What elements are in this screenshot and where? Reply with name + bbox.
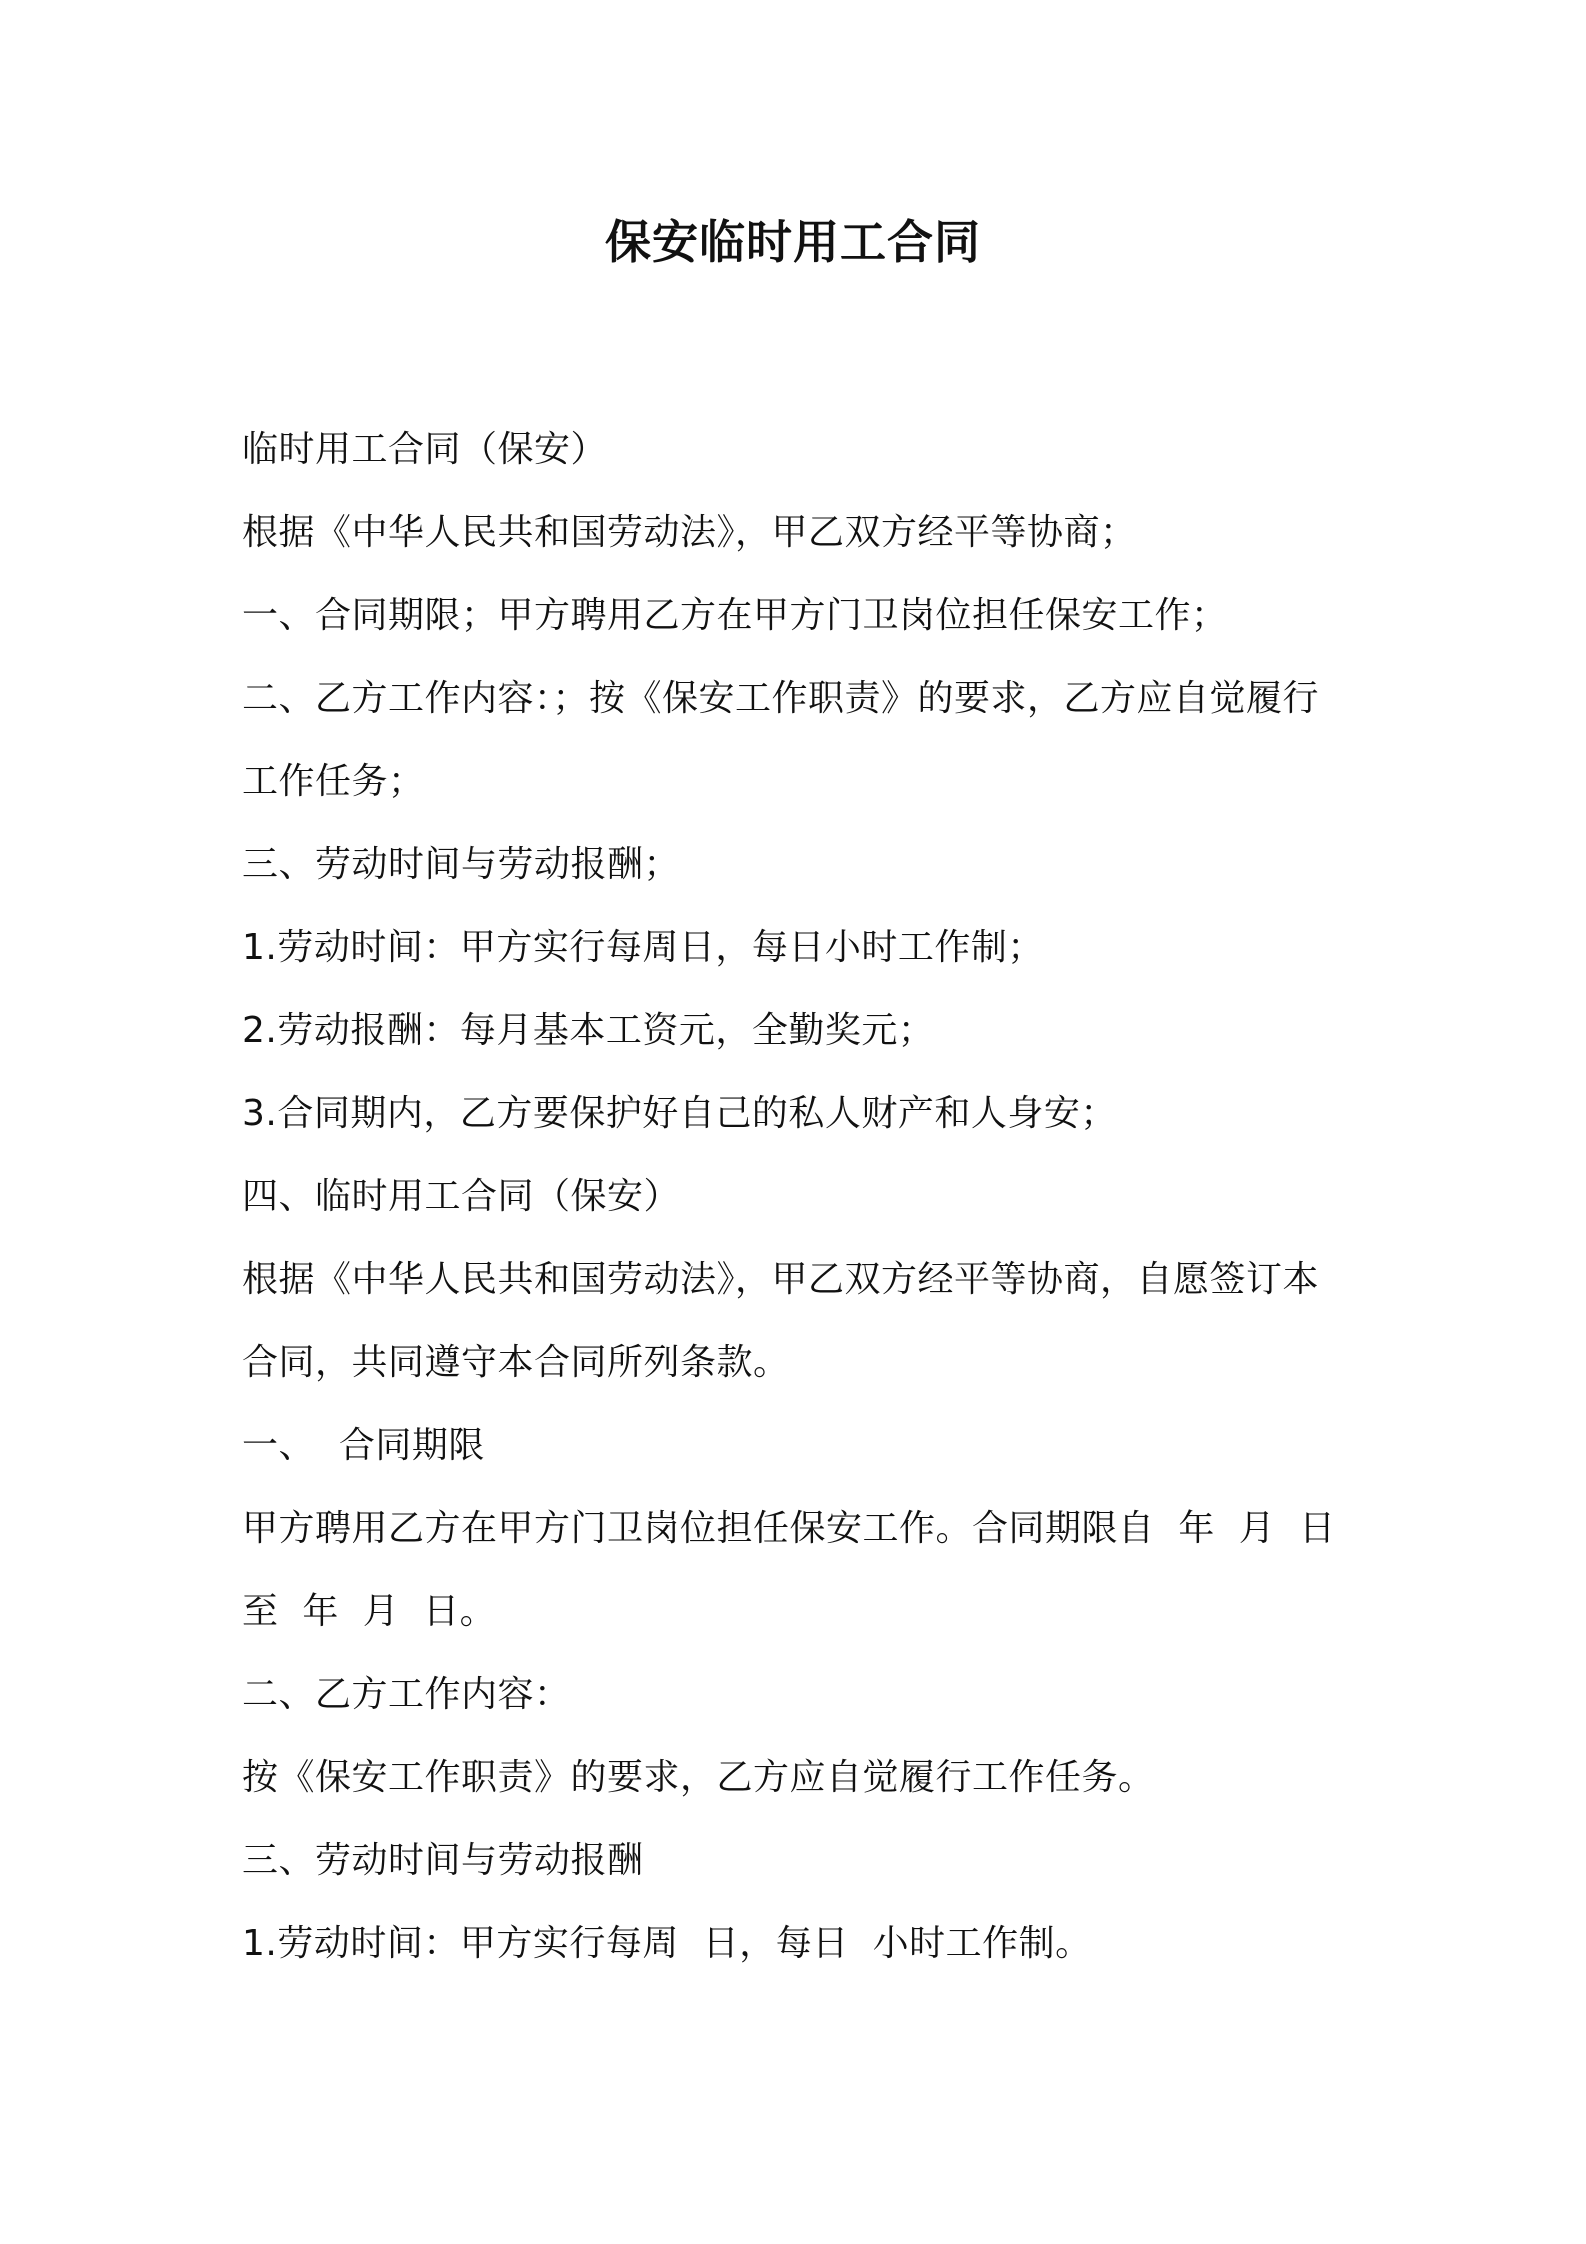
paragraph-line: 一、合同期限；甲方聘用乙方在甲方门卫岗位担任保安工作； [242, 595, 1228, 636]
paragraph-line: 合同，共同遵守本合同所列条款。 [242, 1342, 790, 1383]
paragraph-line: 根据《中华人民共和国劳动法》，甲乙双方经平等协商，自愿签订本 [242, 1259, 1320, 1300]
document-title: 保安临时用工合同 [605, 215, 981, 269]
paragraph-line: 四、临时用工合同（保安） [242, 1176, 681, 1217]
paragraph-line: 一、 合同期限 [242, 1425, 485, 1466]
paragraph-line: 1.劳动时间：甲方实行每周日，每日小时工作制； [242, 927, 1044, 968]
paragraph-line: 根据《中华人民共和国劳动法》，甲乙双方经平等协商； [242, 512, 1137, 553]
paragraph-line: 三、劳动时间与劳动报酬； [242, 844, 681, 885]
paragraph-line: 三、劳动时间与劳动报酬 [242, 1840, 644, 1881]
paragraph-line: 临时用工合同（保安） [242, 429, 608, 470]
paragraph-line: 甲方聘用乙方在甲方门卫岗位担任保安工作。合同期限自 年 月 日 [242, 1508, 1336, 1549]
paragraph-line: 至 年 月 日。 [242, 1591, 497, 1632]
paragraph-line: 1.劳动时间：甲方实行每周 日，每日 小时工作制。 [242, 1923, 1092, 1964]
paragraph-line: 按《保安工作职责》的要求，乙方应自觉履行工作任务。 [242, 1757, 1155, 1798]
paragraph-line: 二、乙方工作内容： [242, 1674, 571, 1715]
document-body [242, 408, 1362, 1985]
paragraph-line: 二、乙方工作内容：；按《保安工作职责》的要求，乙方应自觉履行 [242, 678, 1320, 719]
paragraph-line: 工作任务； [242, 761, 425, 802]
paragraph-line: 3.合同期内，乙方要保护好自己的私人财产和人身安； [242, 1093, 1117, 1134]
paragraph-line: 2.劳动报酬：每月基本工资元，全勤奖元； [242, 1010, 935, 1051]
